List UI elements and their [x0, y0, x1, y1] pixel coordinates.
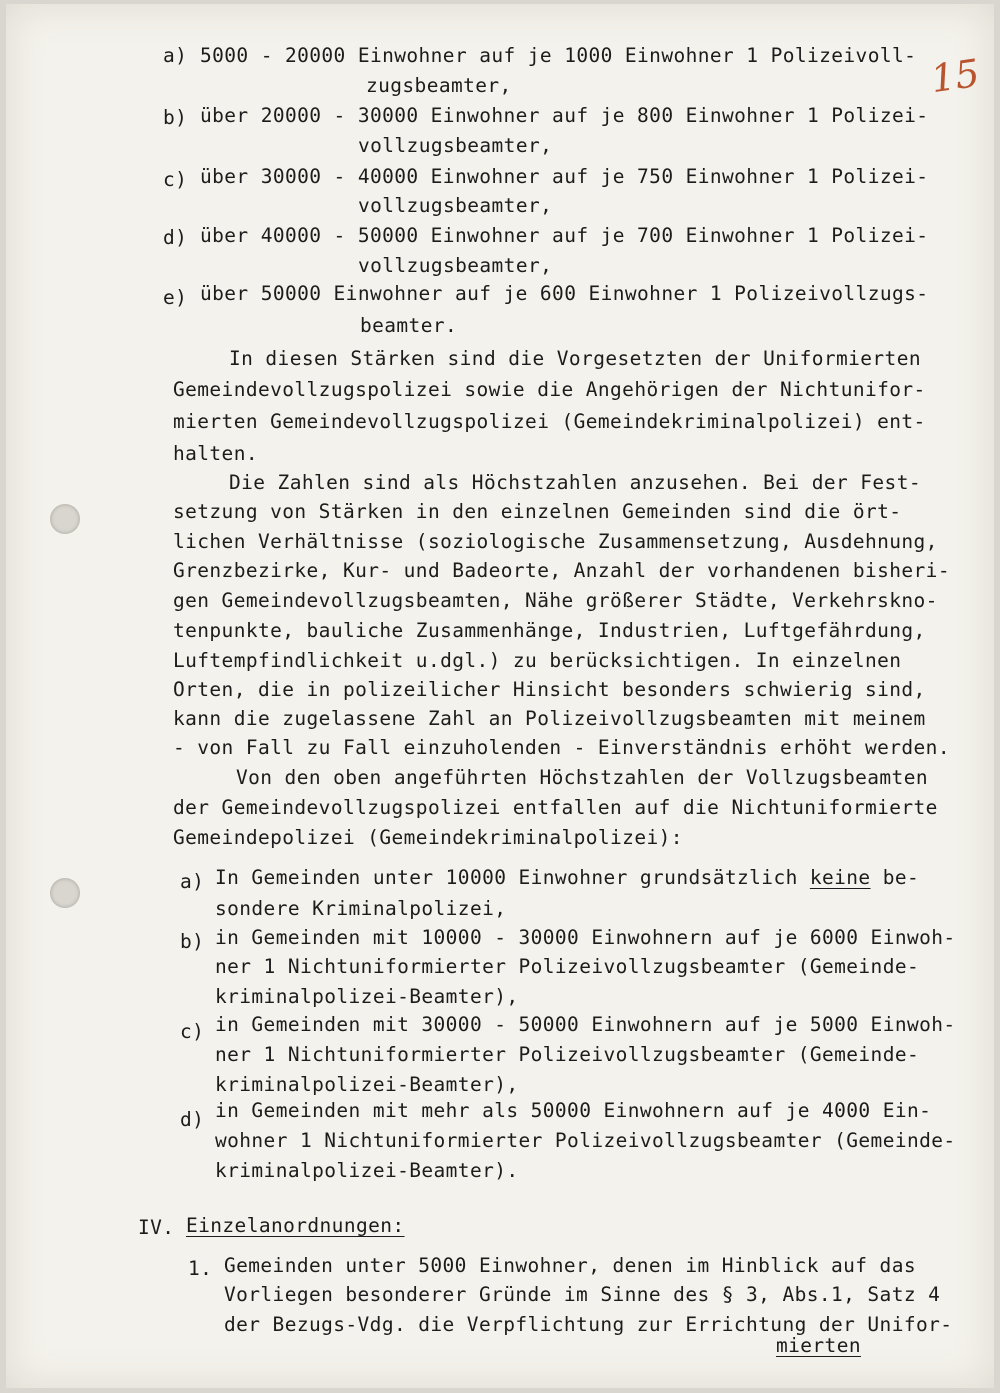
list-label: c) [163, 168, 188, 191]
list-item-text: vollzugsbeamter, [358, 194, 553, 217]
punch-hole [50, 878, 80, 908]
paragraph-line: setzung von Stärken in den einzelnen Gemeinden sind die ört- [173, 500, 902, 523]
paragraph-line: tenpunkte, bauliche Zusammenhänge, Industrien, Luftgefährdung, [173, 619, 926, 642]
list-item-text: über 30000 - 40000 Einwohner auf je 750 Einwohner 1 Polizei- [200, 165, 929, 188]
list-label: a) [180, 870, 205, 893]
paragraph-line: In diesen Stärken sind die Vorgesetzten der Uniformierten [229, 347, 921, 370]
list-item-text: zugsbeamter, [366, 74, 512, 97]
list-item-text: in Gemeinden mit 30000 - 50000 Einwohnern auf je 5000 Einwoh- [215, 1013, 956, 1036]
list-item-text: beamter. [360, 314, 458, 337]
list-item-text: mierten [776, 1334, 861, 1357]
list-item-text: ner 1 Nichtuniformierter Polizeivollzugsbeamter (Gemeinde- [215, 955, 920, 978]
list-item-text: vollzugsbeamter, [358, 254, 553, 277]
paragraph-line: Von den oben angeführten Höchstzahlen der Vollzugsbeamten [236, 766, 928, 789]
list-item-text: in Gemeinden mit mehr als 50000 Einwohnern auf je 4000 Ein- [215, 1099, 932, 1122]
paragraph-line: Gemeindepolizei (Gemeindekriminalpolizei): [173, 826, 683, 849]
list-label: e) [163, 286, 188, 309]
list-item-text: 5000 - 20000 Einwohner auf je 1000 Einwohner 1 Polizeivoll- [200, 44, 917, 67]
paragraph-line: halten. [173, 442, 258, 465]
paragraph-line: kann die zugelassene Zahl an Polizeivollzugsbeamten mit meinem [173, 707, 926, 730]
paragraph-line: Gemeindevollzugspolizei sowie die Angehörigen der Nichtunifor- [173, 378, 926, 401]
list-item-text: Gemeinden unter 5000 Einwohner, denen im Hinblick auf das [224, 1254, 916, 1277]
list-label: 1. [188, 1257, 213, 1280]
paragraph-line: gen Gemeindevollzugsbeamten, Nähe größerer Städte, Verkehrskno- [173, 589, 938, 612]
list-item-text: über 50000 Einwohner auf je 600 Einwohner 1 Polizeivollzugs- [200, 282, 929, 305]
list-item-text: vollzugsbeamter, [358, 134, 553, 157]
list-item-text: Vorliegen besonderer Gründe im Sinne des § 3, Abs.1, Satz 4 [224, 1283, 941, 1306]
page-number: 15 [928, 50, 983, 102]
list-label: d) [180, 1108, 205, 1131]
paragraph-line: lichen Verhältnisse (soziologische Zusammensetzung, Ausdehnung, [173, 530, 938, 553]
section-numeral: IV. [138, 1216, 175, 1239]
paragraph-line: - von Fall zu Fall einzuholenden - Einverständnis erhöht werden. [173, 736, 950, 759]
paragraph-line: Luftempfindlichkeit u.dgl.) zu berücksichtigen. In einzelnen [173, 649, 902, 672]
list-item-text: ner 1 Nichtuniformierter Polizeivollzugsbeamter (Gemeinde- [215, 1043, 920, 1066]
section-heading: Einzelanordnungen: [186, 1214, 405, 1237]
list-item-text: über 40000 - 50000 Einwohner auf je 700 Einwohner 1 Polizei- [200, 224, 929, 247]
list-item-text: wohner 1 Nichtuniformierter Polizeivollzugsbeamter (Gemeinde- [215, 1129, 956, 1152]
list-item-text: der Bezugs-Vdg. die Verpflichtung zur Errichtung der Unifor- [224, 1313, 953, 1336]
list-item-text: sondere Kriminalpolizei, [215, 897, 507, 920]
list-item-text: kriminalpolizei-Beamter), [215, 1073, 519, 1096]
punch-hole [50, 504, 80, 534]
list-label: d) [163, 226, 188, 249]
list-label: b) [180, 930, 205, 953]
list-item-text: über 20000 - 30000 Einwohner auf je 800 Einwohner 1 Polizei- [200, 104, 929, 127]
list-label: c) [180, 1020, 205, 1043]
paragraph-line: Grenzbezirke, Kur- und Badeorte, Anzahl der vorhandenen bisheri- [173, 559, 950, 582]
emphasis-underlined: keine [809, 866, 871, 889]
list-item-text: In Gemeinden unter 10000 Einwohner grundsätzlich keine be- [215, 866, 920, 889]
paragraph-line: Die Zahlen sind als Höchstzahlen anzusehen. Bei der Fest- [229, 471, 921, 494]
list-item-text: kriminalpolizei-Beamter), [215, 985, 519, 1008]
list-item-text: kriminalpolizei-Beamter). [215, 1159, 519, 1182]
paragraph-line: mierten Gemeindevollzugspolizei (Gemeindekriminalpolizei) ent- [173, 410, 926, 433]
paragraph-line: Orten, die in polizeilicher Hinsicht besonders schwierig sind, [173, 678, 926, 701]
list-item-text: in Gemeinden mit 10000 - 30000 Einwohnern auf je 6000 Einwoh- [215, 926, 956, 949]
list-label: b) [163, 106, 188, 129]
list-label: a) [163, 44, 188, 67]
paragraph-line: der Gemeindevollzugspolizei entfallen auf die Nichtuniformierte [173, 796, 938, 819]
